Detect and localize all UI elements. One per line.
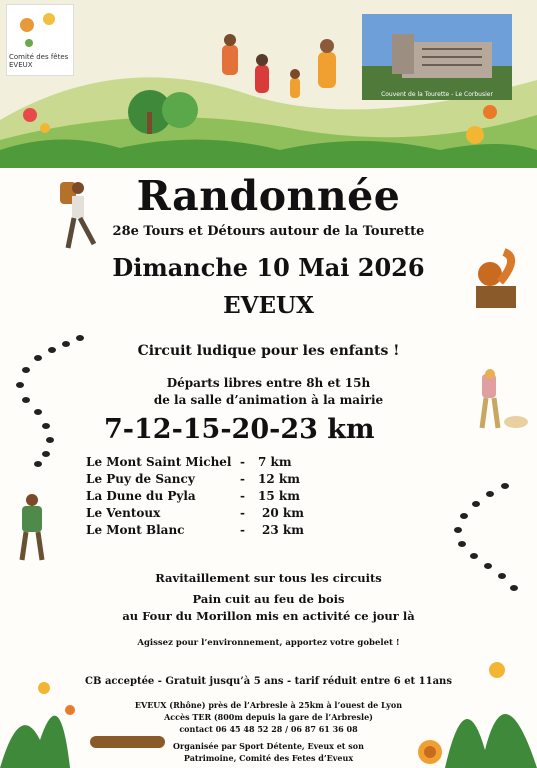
event-date: Dimanche 10 Mai 2026 [112,253,425,282]
route-dash: - [240,455,245,469]
organizer-line-2: Patrimoine, Comité des Fetes d’Eveux [183,753,354,763]
route-km: 15 km [258,489,300,503]
photo-caption: Couvent de la Tourette - Le Corbusier [381,91,493,98]
event-place: EVEUX [223,292,314,319]
comite-logo [6,4,74,76]
ravitaillement: Ravitaillement sur tous les circuits [155,571,382,585]
main-title: Randonnée [136,172,401,220]
environment-note: Agissez pour l’environnement, apportez votre gobelet ! [137,638,400,648]
route-row [86,489,346,506]
route-dash: - [240,506,245,520]
route-dash: - [240,472,245,486]
hiker-left-low-illustration [12,492,52,564]
access-line-1: EVEUX (Rhône) près de l’Arbresle à 25km à l’ouest de Lyon [134,700,403,710]
route-name: Le Mont Blanc [86,523,185,537]
sun-icon [7,5,73,55]
kids-circuit: Circuit ludique pour les enfants ! [137,343,400,359]
distances: 7-12-15-20-23 km [104,414,375,445]
logo-text: Comité des fêtes EVEUX [9,53,69,69]
route-km: 20 km [262,506,304,520]
departs-line-1: Départs libres entre 8h et 15h [166,376,371,390]
convent-photo [362,14,512,100]
pain-line-1: Pain cuit au feu de bois [192,592,345,606]
pain-line-2: au Four du Morillon mis en activité ce jour là [122,609,415,623]
subtitle: 28e Tours et Détours autour de la Tourette [112,224,425,239]
route-row [86,523,346,540]
route-dash: - [240,489,245,503]
route-dash: - [240,523,245,537]
route-row [86,506,346,523]
route-row [86,455,346,472]
route-name: Le Ventoux [86,506,161,520]
pricing: CB acceptée - Gratuit jusqu’à 5 ans - tarif réduit entre 6 et 11ans [85,676,452,687]
route-name: La Dune du Pyla [86,489,196,503]
contact-line: contact 06 45 48 52 28 / 06 87 61 36 08 [179,724,358,734]
route-name: Le Mont Saint Michel [86,455,232,469]
departs-line-2: de la salle d’animation à la mairie [153,393,384,407]
routes-list [86,455,346,540]
route-row [86,472,346,489]
access-line-2: Accès TER (800m depuis la gare de l’Arbresle) [164,712,373,722]
route-km: 7 km [258,455,292,469]
route-km: 23 km [262,523,304,537]
route-km: 12 km [258,472,300,486]
route-name: Le Puy de Sancy [86,472,195,486]
organizer-line-1: Organisée par Sport Détente, Eveux et son [173,741,364,751]
